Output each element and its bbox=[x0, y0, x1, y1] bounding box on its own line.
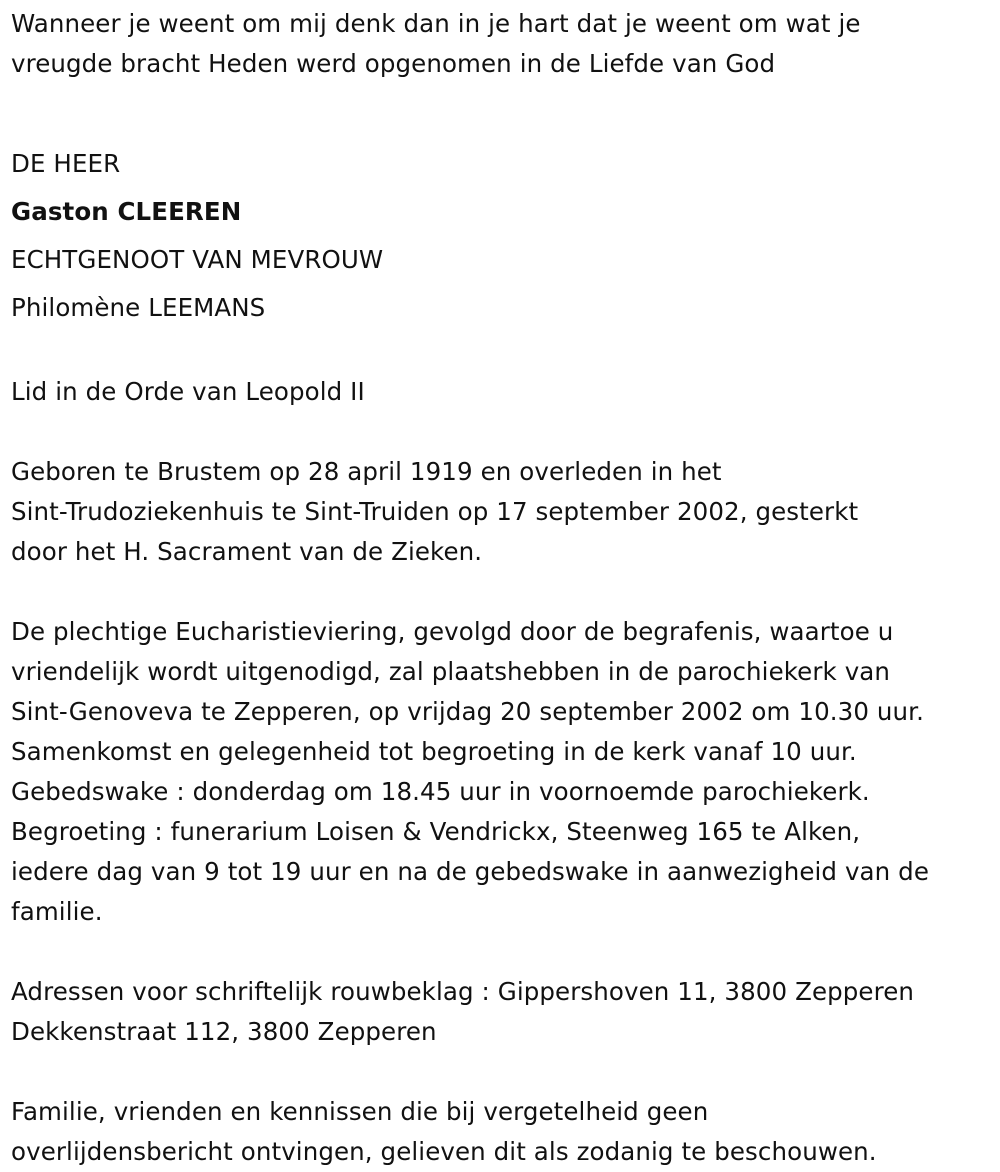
spacer bbox=[11, 84, 996, 124]
intro-paragraph bbox=[11, 4, 996, 84]
birth-death-line: Geboren te Brustem op 28 april 1919 en overleden in het bbox=[11, 457, 722, 486]
closing-line: overlijdensbericht ontvingen, gelieven dit als zodanig te beschouwen. bbox=[11, 1137, 877, 1166]
ceremony-line: familie. bbox=[11, 897, 103, 926]
intro-line: Wanneer je weent om mij denk dan in je hart dat je weent om wat je bbox=[11, 9, 861, 38]
birth-death-line: door het H. Sacrament van de Zieken. bbox=[11, 537, 483, 566]
closing-paragraph bbox=[11, 1092, 996, 1172]
ceremony-line: vriendelijk wordt uitgenodigd, zal plaatshebben in de parochiekerk van bbox=[11, 657, 891, 686]
address-line: Dekkenstraat 112, 3800 Zepperen bbox=[11, 1017, 437, 1046]
ceremony-line: Samenkomst en gelegenheid tot begroeting in de kerk vanaf 10 uur. bbox=[11, 737, 857, 766]
ceremony-paragraph bbox=[11, 612, 996, 932]
death-notice-document bbox=[11, 4, 996, 1172]
ceremony-line: Gebedswake : donderdag om 18.45 uur in voornoemde parochiekerk. bbox=[11, 777, 870, 806]
ceremony-line: De plechtige Eucharistieviering, gevolgd door de begrafenis, waartoe u bbox=[11, 617, 894, 646]
spacer bbox=[11, 572, 996, 612]
deceased-name: Gaston CLEEREN bbox=[11, 197, 242, 226]
spouse-label: ECHTGENOOT VAN MEVROUW bbox=[11, 245, 384, 274]
spacer bbox=[11, 412, 996, 452]
spacer bbox=[11, 932, 996, 972]
ceremony-line: Begroeting : funerarium Loisen & Vendrickx, Steenweg 165 te Alken, bbox=[11, 817, 861, 846]
address-line: Adressen voor schriftelijk rouwbeklag : Gippershoven 11, 3800 Zepperen bbox=[11, 977, 915, 1006]
birth-death-paragraph bbox=[11, 452, 996, 572]
intro-line: vreugde bracht Heden werd opgenomen in de Liefde van God bbox=[11, 49, 776, 78]
ceremony-line: Sint-Genoveva te Zepperen, op vrijdag 20 september 2002 om 10.30 uur. bbox=[11, 697, 924, 726]
spacer bbox=[11, 1052, 996, 1092]
closing-line: Familie, vrienden en kennissen die bij vergetelheid geen bbox=[11, 1097, 709, 1126]
spacer bbox=[11, 332, 996, 372]
addresses-paragraph bbox=[11, 972, 996, 1052]
title-line: DE HEER bbox=[11, 149, 121, 178]
ceremony-line: iedere dag van 9 tot 19 uur en na de gebedswake in aanwezigheid van de bbox=[11, 857, 930, 886]
order-line: Lid in de Orde van Leopold II bbox=[11, 377, 365, 406]
birth-death-line: Sint-Trudoziekenhuis te Sint-Truiden op 17 september 2002, gesterkt bbox=[11, 497, 859, 526]
deceased-heading bbox=[11, 140, 996, 332]
spouse-name: Philomène LEEMANS bbox=[11, 293, 266, 322]
